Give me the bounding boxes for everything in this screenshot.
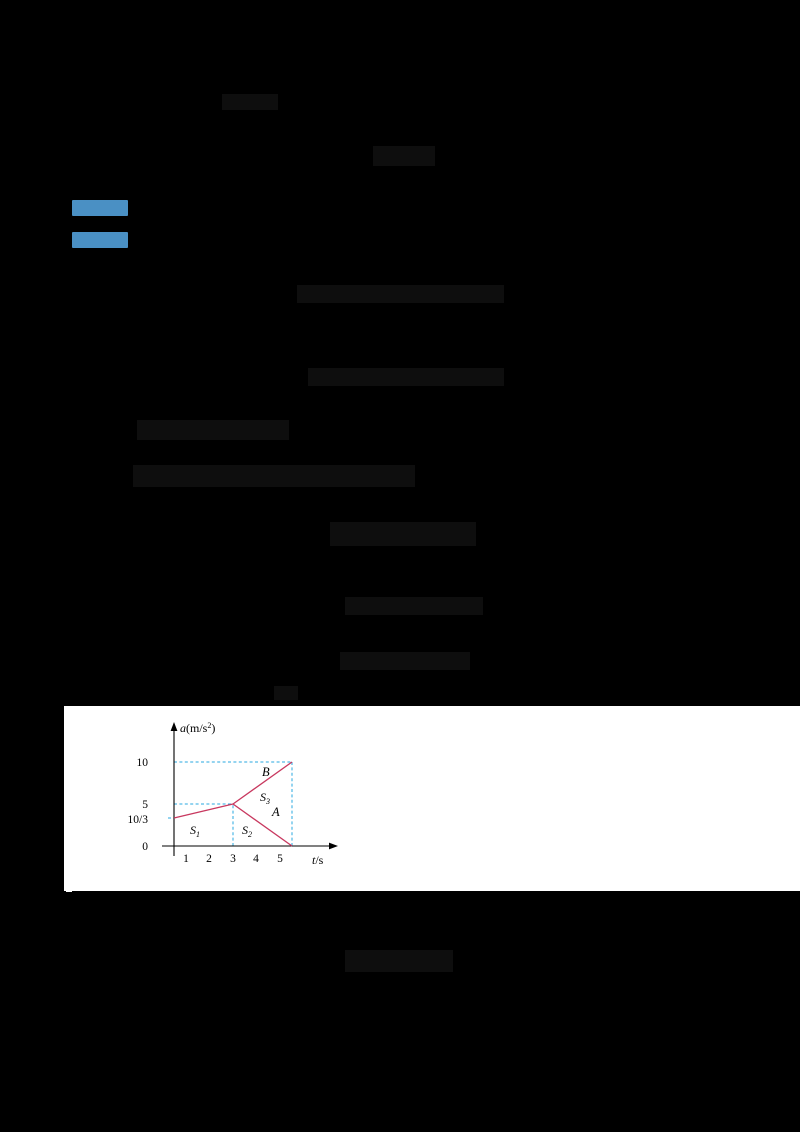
x-axis-label: t/s — [312, 853, 324, 867]
y-tick-10: 10 — [136, 757, 148, 769]
text-block — [274, 686, 298, 700]
x-tick-4: 4 — [253, 853, 259, 865]
text-block — [297, 285, 504, 303]
region-label-s2: $S_2$ — [242, 823, 252, 839]
chart-svg — [64, 706, 364, 891]
text-block — [345, 597, 483, 615]
text-block — [308, 368, 504, 386]
acceleration-time-chart — [64, 706, 364, 891]
text-block — [133, 465, 415, 487]
region-label-s3: $S_3$ — [260, 790, 270, 806]
text-block — [340, 652, 470, 670]
text-block — [345, 950, 453, 972]
curve-label-a: A — [272, 805, 280, 819]
y-tick-0: 0 — [142, 841, 148, 853]
y-tick-5: 5 — [142, 799, 148, 811]
text-block — [222, 94, 278, 110]
text-block — [330, 522, 476, 546]
x-tick-5: 5 — [277, 853, 283, 865]
highlight-bar-2 — [72, 232, 128, 248]
y-axis-arrow — [171, 722, 178, 731]
page-mark — [66, 884, 72, 892]
text-block — [373, 146, 435, 166]
region-label-s1: $S_1$ — [190, 823, 200, 839]
highlight-bar-1 — [72, 200, 128, 216]
x-tick-1: 1 — [183, 853, 189, 865]
text-block — [137, 420, 289, 440]
x-tick-2: 2 — [206, 853, 212, 865]
x-tick-3: 3 — [230, 853, 236, 865]
curve-label-b: B — [262, 765, 270, 779]
y-axis-label: $a(m/s^2)$ — [180, 721, 216, 735]
y-tick-10-3: 10/3 — [127, 814, 148, 826]
x-axis-arrow — [329, 843, 338, 850]
figure-panel — [64, 706, 800, 891]
